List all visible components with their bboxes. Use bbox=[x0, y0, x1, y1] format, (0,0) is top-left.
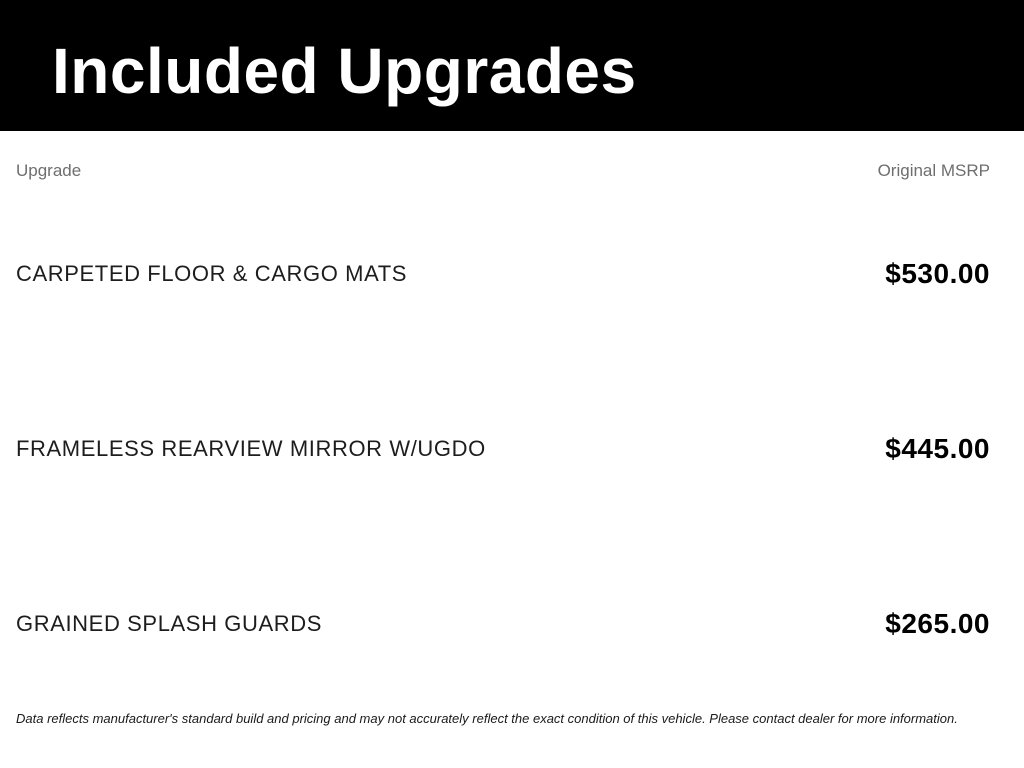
table-row bbox=[16, 432, 990, 466]
page-title: Included Upgrades bbox=[52, 34, 637, 107]
column-header-upgrade: Upgrade bbox=[16, 160, 82, 180]
column-headers bbox=[16, 160, 990, 180]
table-row bbox=[16, 607, 990, 641]
column-header-original-msrp: Original MSRP bbox=[877, 160, 990, 180]
upgrade-name: FRAMELESS REARVIEW MIRROR W/UGDO bbox=[16, 436, 486, 461]
upgrade-msrp: $530.00 bbox=[885, 258, 990, 289]
upgrade-msrp: $265.00 bbox=[885, 608, 990, 639]
upgrade-name: GRAINED SPLASH GUARDS bbox=[16, 611, 323, 636]
disclaimer-text: Data reflects manufacturer's standard build and pricing and may not accurately reflect the exact condition of this vehicle. Please contact dealer for more information. bbox=[16, 711, 958, 726]
table-row bbox=[16, 257, 990, 291]
title-banner bbox=[0, 0, 1024, 131]
upgrade-msrp: $445.00 bbox=[885, 433, 990, 464]
upgrade-name: CARPETED FLOOR & CARGO MATS bbox=[16, 261, 408, 286]
